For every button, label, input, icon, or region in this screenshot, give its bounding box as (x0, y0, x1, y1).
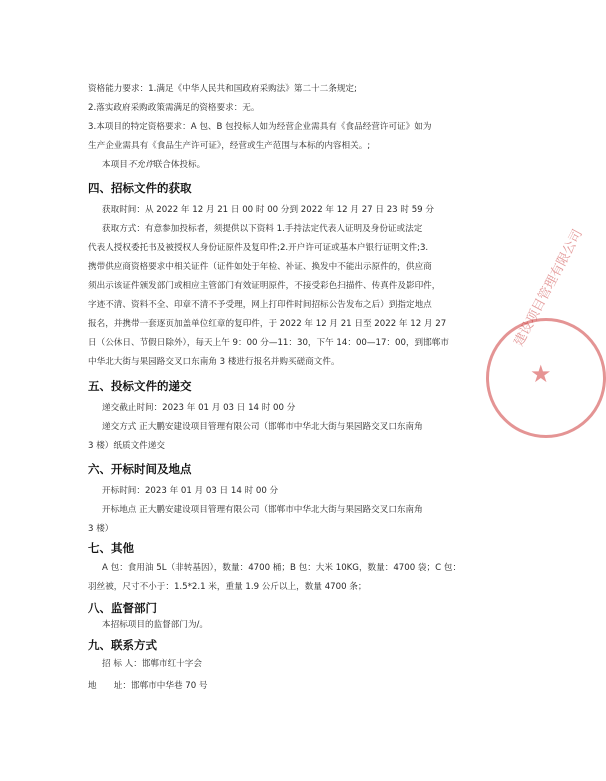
section-8-heading: 八、监督部门 (88, 601, 157, 615)
section-7-heading: 七、其他 (88, 541, 134, 555)
s6-line-2: 开标地点 正大鹏安建设项目管理有限公司（邯郸市中华北大街与果园路交叉口东南角 (102, 505, 423, 515)
s5-line-1: 递交截止时间：2023 年 01 月 03 日 14 时 00 分 (102, 403, 296, 413)
section-5-heading: 五、投标文件的递交 (88, 379, 192, 393)
s7-line-1: A 包：食用油 5L（非转基因），数量：4700 桶；B 包：大米 10KG，数量：4700 袋；C 包： (102, 563, 462, 573)
s5-line-2: 递交方式 正大鹏安建设项目管理有限公司（邯郸市中华北大街与果园路交叉口东南角 (102, 422, 423, 432)
s7-line-2: 羽丝被，尺寸不小于：1.5*2.1 米，重量 1.9 公斤以上，数量 4700 条； (88, 582, 367, 592)
qualification-line-1: 资格能力要求：1.满足《中华人民共和国政府采购法》第二十二条规定; (88, 84, 357, 94)
s4-line-2: 获取方式：有意参加投标者，须提供以下资料 1.手持法定代表人证明及身份证或法定 (102, 224, 423, 234)
company-seal-text: 建设项目管理有限公司 (511, 227, 586, 349)
s4-line-5: 须出示该证件颁发部门或相应主管部门有效证明原件，不接受彩色扫描件、传真件及影印件， (88, 281, 441, 291)
seal-star-icon: ★ (530, 360, 552, 388)
s4-line-9: 中华北大街与果园路交叉口东南角 3 楼进行报名并购买磋商文件。 (88, 357, 340, 367)
consortium-pre: 本项目 (102, 160, 128, 170)
s4-line-6: 字迹不清、资料不全、印章不清不予受理，网上打印件时间招标公告发布之后）到指定地点 (88, 300, 432, 310)
section-9-heading: 九、联系方式 (88, 638, 157, 652)
consortium-post: 联合体投标。 (153, 160, 206, 170)
contact-address: 地 址：邯郸市中华巷 70 号 (88, 681, 208, 691)
s6-line-1: 开标时间：2023 年 01 月 03 日 14 时 00 分 (102, 486, 279, 496)
contact-tenderer: 招 标 人：邯郸市红十字会 (102, 659, 202, 669)
consortium-line (102, 160, 484, 171)
qualification-line-2: 2.落实政府采购政策需满足的资格要求：无。 (88, 103, 260, 113)
section-4-heading: 四、招标文件的获取 (88, 181, 192, 195)
s4-line-4: 携带供应商资格要求中相关证件（证件如处于年检、补证、换发中不能出示原件的，供应商 (88, 262, 432, 272)
qualification-line-3: 3.本项目的特定资格要求：A 包、B 包投标人如为经营企业需具有《食品经营许可证》如为 (88, 122, 432, 132)
s4-line-7: 报名，并携带一套逐页加盖单位红章的复印件，于 2022 年 12 月 21 日至 2022 年 12 月 27 (88, 319, 447, 329)
s4-line-8: 日（公休日、节假日除外），每天上午 9：00 分—11：30，下午 14：00—17：00，到邯郸市 (88, 338, 449, 348)
s8-line-1: 本招标项目的监督部门为/。 (102, 620, 209, 630)
consortium-italic: 不允许 (127, 160, 154, 170)
s5-line-3: 3 楼）纸质文件递交 (88, 441, 165, 451)
s4-line-1: 获取时间：从 2022 年 12 月 21 日 00 时 00 分到 2022 年 12 月 27 日 23 时 59 分 (102, 205, 434, 215)
qualification-line-4: 生产企业需具有《食品生产许可证》，经营或生产范围与本标的内容相关。; (88, 141, 371, 151)
s4-line-3: 代表人授权委托书及被授权人身份证原件及复印件;2.开户许可证或基本户银行证明文件;3. (88, 243, 429, 253)
s6-line-3: 3 楼） (88, 524, 114, 534)
section-6-heading: 六、开标时间及地点 (88, 462, 192, 476)
